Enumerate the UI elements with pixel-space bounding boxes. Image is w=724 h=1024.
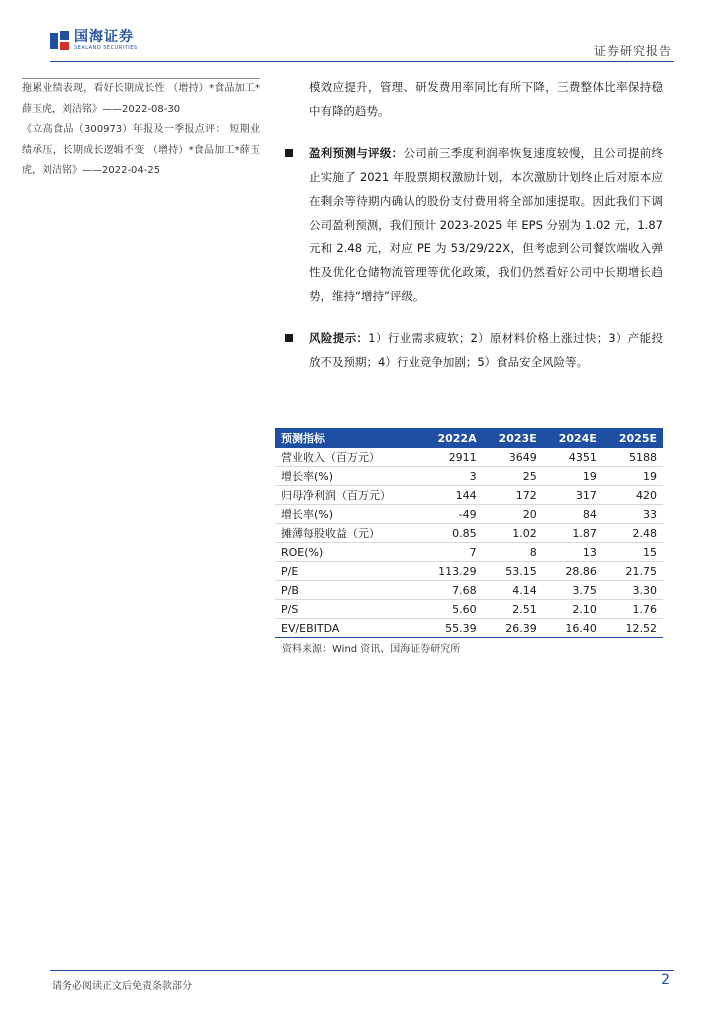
table-cell: 26.39	[483, 619, 543, 638]
table-row	[275, 543, 663, 562]
table-cell: 12.52	[603, 619, 663, 638]
table-cell: 19	[543, 467, 603, 486]
table-cell: 144	[421, 486, 482, 505]
risk-text: 1）行业需求疲软；2）原材料价格上涨过快；3）产能投放不及预期；4）行业竞争加剧；5）食品安全风险等。	[309, 331, 663, 370]
table-cell: 增长率(%)	[275, 505, 421, 524]
table-cell: 16.40	[543, 619, 603, 638]
table-cell: 5188	[603, 448, 663, 467]
table-cell: 53.15	[483, 562, 543, 581]
table-cell: 摊薄每股收益（元）	[275, 524, 421, 543]
table-cell: 28.86	[543, 562, 603, 581]
risk-paragraph	[285, 327, 663, 375]
paragraph-continuation: 模效应提升，管理、研发费用率同比有所下降，三费整体比率保持稳中有降的趋势。	[309, 80, 663, 118]
table-header-cell: 2024E	[543, 428, 603, 448]
table-cell: P/E	[275, 562, 421, 581]
table-cell: 1.76	[603, 600, 663, 619]
table-cell: 33	[603, 505, 663, 524]
table-cell: 13	[543, 543, 603, 562]
table-cell: P/B	[275, 581, 421, 600]
table-cell: 2.48	[603, 524, 663, 543]
table-cell: 营业收入（百万元）	[275, 448, 421, 467]
table-row	[275, 505, 663, 524]
table-row	[275, 524, 663, 543]
table-cell: 2.10	[543, 600, 603, 619]
table-cell: 55.39	[421, 619, 482, 638]
table-row	[275, 600, 663, 619]
table-row	[275, 619, 663, 638]
table-cell: 3.30	[603, 581, 663, 600]
footer-divider	[50, 970, 674, 971]
square-bullet-icon	[285, 149, 293, 157]
table-cell: 420	[603, 486, 663, 505]
logo-name-en: SEALAND SECURITIES	[74, 45, 138, 51]
table-cell: 归母净利润（百万元）	[275, 486, 421, 505]
risk-heading: 风险提示：	[309, 331, 369, 346]
brand-logo	[50, 30, 138, 51]
table-header-cell: 2022A	[421, 428, 482, 448]
table-cell: 172	[483, 486, 543, 505]
body-text	[285, 76, 663, 375]
earnings-forecast-paragraph	[285, 142, 663, 309]
earnings-forecast-heading: 盈利预测与评级：	[309, 145, 404, 160]
table-cell: 1.87	[543, 524, 603, 543]
table-cell: 25	[483, 467, 543, 486]
table-cell: 2.51	[483, 600, 543, 619]
logo-mark-icon	[50, 31, 70, 51]
table-cell: 3649	[483, 448, 543, 467]
table-row	[275, 448, 663, 467]
table-cell: 7	[421, 543, 482, 562]
table-row	[275, 467, 663, 486]
related-report-entry: 拖累业绩表现，看好长期成长性 （增持）*食品加工*薛玉虎，刘洁铭》——2022-08-30	[22, 83, 260, 115]
table-cell: 7.68	[421, 581, 482, 600]
table-cell: 3	[421, 467, 482, 486]
table-header-row	[275, 428, 663, 448]
table-cell: P/S	[275, 600, 421, 619]
logo-name-cn: 国海证券	[74, 29, 134, 45]
table-header-cell: 2023E	[483, 428, 543, 448]
footer-disclaimer: 请务必阅读正文后免责条款部分	[52, 981, 192, 992]
earnings-forecast-text: 公司前三季度利润率恢复速度较慢，且公司提前终止实施了 2021 年股票期权激励计划，本次激励计划终止后对原本应在剩余等待期内确认的股份支付费用将全部加速提取。因此我们下调公司盈利预测，我们预计 2023-2025 年 EPS 分别为 1.02 元，1.87 元和 2.48 元，对应 PE 为 53/29/22X，但考虑到公司餐饮端收入弹性及优化仓储物流管理等优化政策，我们仍然看好公司中长期增长趋势，维持“增持”评级。	[309, 145, 663, 304]
table-cell: 5.60	[421, 600, 482, 619]
table-cell: -49	[421, 505, 482, 524]
table-cell: 2911	[421, 448, 482, 467]
table-cell: 317	[543, 486, 603, 505]
square-bullet-icon	[285, 334, 293, 342]
table-cell: 增长率(%)	[275, 467, 421, 486]
table-source-note: 资料来源：Wind 资讯、国海证券研究所	[282, 644, 461, 655]
table-cell: 3.75	[543, 581, 603, 600]
table-cell: 0.85	[421, 524, 482, 543]
table-cell: ROE(%)	[275, 543, 421, 562]
table-cell: 113.29	[421, 562, 482, 581]
table-row	[275, 486, 663, 505]
table-row	[275, 562, 663, 581]
table-row	[275, 581, 663, 600]
table-cell: 4.14	[483, 581, 543, 600]
table-cell: EV/EBITDA	[275, 619, 421, 638]
table-cell: 21.75	[603, 562, 663, 581]
table-cell: 84	[543, 505, 603, 524]
forecast-table	[275, 428, 663, 638]
related-report-entry: 《立高食品（300973）年报及一季报点评： 短期业绩承压，长期成长逻辑不变 （增持）*食品加工*薛玉虎，刘洁铭》——2022-04-25	[22, 124, 260, 176]
table-cell: 8	[483, 543, 543, 562]
table-cell: 1.02	[483, 524, 543, 543]
report-type-title: 证券研究报告	[593, 44, 672, 58]
page-number: 2	[661, 972, 670, 988]
table-cell: 4351	[543, 448, 603, 467]
table-cell: 15	[603, 543, 663, 562]
header-divider	[50, 61, 674, 62]
table-header-cell: 2025E	[603, 428, 663, 448]
related-reports	[22, 78, 260, 182]
table-header-cell: 预测指标	[275, 428, 421, 448]
table-cell: 20	[483, 505, 543, 524]
table-cell: 19	[603, 467, 663, 486]
